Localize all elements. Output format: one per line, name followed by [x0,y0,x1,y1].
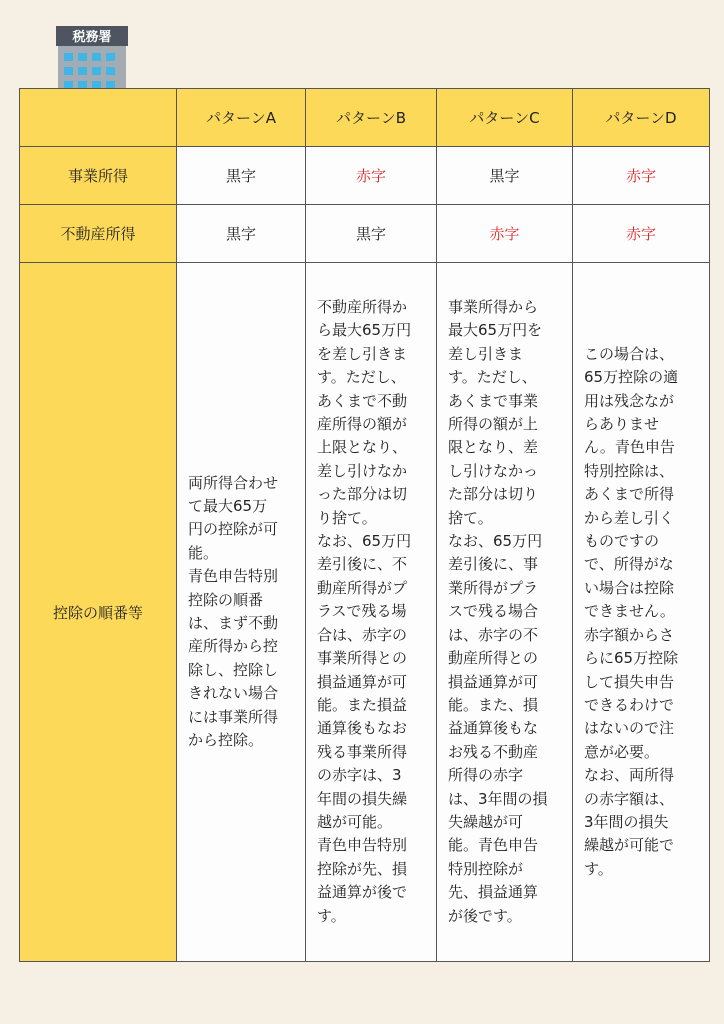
tax-office-sign: 税務署 [72,30,112,45]
row-label-real-estate-income: 不動産所得 [20,205,177,263]
header-pattern-c: パターンC [437,89,573,147]
deduction-text-d: この場合は、 65万控除の適 用は残念なが らありませ ん。青色申告 特別控除は、 あくまで所得 から差し引く ものですの で、所得がな い場合は控除 できません。 赤字額からさ らに65万控除 して損失申告 できるわけで はないので注 意が必要。 なお、両所得 の赤字額は、 3年間の損失 繰越が可能で す。 [573,263,710,962]
cell-realestate-b: 黒字 [306,205,437,263]
comparison-table [19,88,710,962]
deduction-order-row [20,263,710,962]
cell-realestate-c: 赤字 [437,205,573,263]
deduction-text-c: 事業所得から 最大65万円を 差し引きま す。ただし、 あくまで事業 所得の額が上 限となり、差 し引けなかっ た部分は切り 捨て。 なお、65万円 差引後に、事 業所得がプラ スで残る場合 は、赤字の不 動産所得との 損益通算が可 能。また、損 益通算後もな お残る不動産 所得の赤字 は、3年間の損 失繰越が可 能。青色申告 特別控除が 先、損益通算 が後です。 [437,263,573,962]
cell-realestate-d: 赤字 [573,205,710,263]
business-income-row [20,147,710,205]
header-pattern-a: パターンA [177,89,306,147]
header-pattern-d: パターンD [573,89,710,147]
header-row [20,89,710,147]
cell-business-c: 黒字 [437,147,573,205]
header-pattern-b: パターンB [306,89,437,147]
cell-business-a: 黒字 [177,147,306,205]
row-label-business-income: 事業所得 [20,147,177,205]
cell-realestate-a: 黒字 [177,205,306,263]
cell-business-d: 赤字 [573,147,710,205]
row-label-deduction-order: 控除の順番等 [20,263,177,962]
header-corner [20,89,177,147]
real-estate-income-row [20,205,710,263]
deduction-text-b: 不動産所得か ら最大65万円 を差し引きま す。ただし、 あくまで不動 産所得の額が 上限となり、 差し引けなか った部分は切 り捨て。 なお、65万円 差引後に、不 動産所得がプ ラスで残る場 合は、赤字の 事業所得との 損益通算が可 能。また損益 通算後もなお 残る事業所得 の赤字は、3 年間の損失繰 越が可能。 青色申告特別 控除が先、損 益通算が後で す。 [306,263,437,962]
deduction-text-a: 両所得合わせ て最大65万 円の控除が可 能。 青色申告特別 控除の順番 は、まず不動 産所得から控 除し、控除し きれない場合 には事業所得 から控除。 [177,263,306,962]
cell-business-b: 赤字 [306,147,437,205]
